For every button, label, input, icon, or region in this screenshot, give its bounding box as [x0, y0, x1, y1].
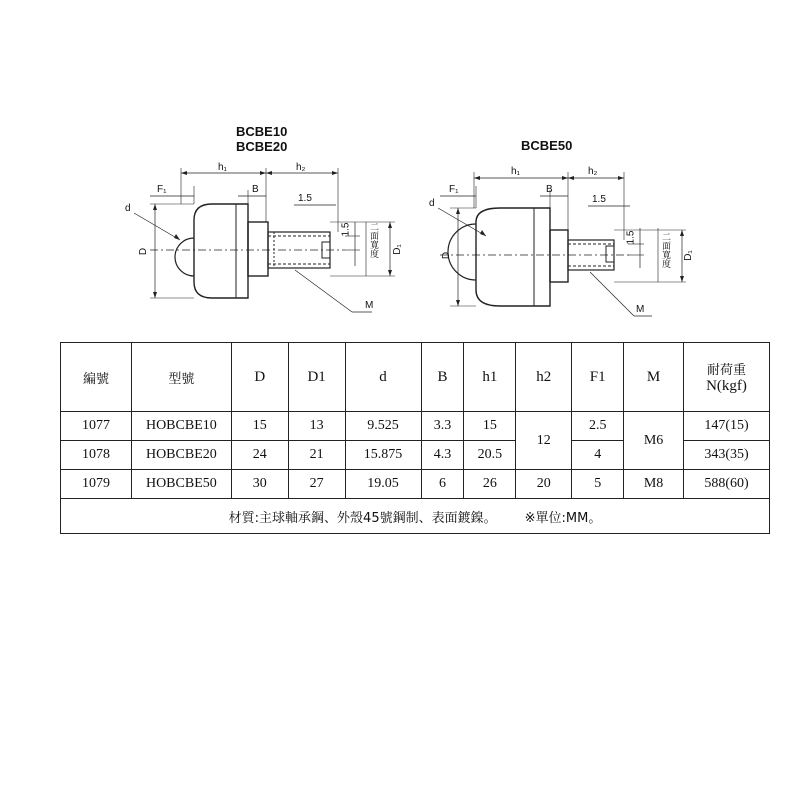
table-header-row	[61, 343, 770, 412]
label-h2: h₂	[296, 162, 306, 173]
label-d-small: d	[429, 198, 435, 209]
table-row	[61, 470, 770, 499]
label-d1: D₁	[682, 250, 694, 261]
note-unit: ※單位:MM。	[524, 510, 602, 526]
label-1-5-horizontal: 1.5	[592, 194, 606, 205]
header-h2: h2	[516, 343, 572, 412]
cell-m-merged: M6	[624, 412, 684, 470]
note-cell	[61, 499, 770, 534]
label-m: M	[365, 300, 374, 311]
label-1-5-vertical: 1.5	[340, 222, 352, 237]
cell-d-outer: 30	[231, 470, 288, 499]
cell-code: 1077	[61, 412, 132, 441]
label-h2: h₂	[588, 166, 598, 177]
cell-h1: 26	[464, 470, 516, 499]
cell-d-outer: 15	[231, 412, 288, 441]
label-two-face-width: 二面寬度	[660, 232, 670, 268]
cell-load: 147(15)	[684, 412, 770, 441]
cell-h2-merged: 12	[516, 412, 572, 470]
cell-m: M8	[624, 470, 684, 499]
spec-table	[60, 342, 770, 534]
cell-h2: 20	[516, 470, 572, 499]
cell-d1: 13	[288, 412, 345, 441]
label-d-large: D	[441, 251, 453, 260]
diagram-bcbe50	[400, 0, 800, 335]
header-b: B	[421, 343, 464, 412]
cell-model: HOBCBE20	[131, 441, 231, 470]
label-d-large: D	[138, 247, 150, 256]
label-h1: h₁	[218, 162, 227, 173]
label-1-5-vertical: 1.5	[625, 230, 637, 245]
table-row	[61, 412, 770, 441]
header-load-unit: N(kgf)	[706, 378, 747, 394]
cell-d-ball: 19.05	[345, 470, 421, 499]
cell-f1: 2.5	[572, 412, 624, 441]
label-d1: D₁	[391, 244, 403, 255]
header-load-label: 耐荷重	[707, 363, 747, 378]
label-d-small: d	[125, 203, 131, 214]
label-h1: h₁	[511, 166, 520, 177]
cell-load: 588(60)	[684, 470, 770, 499]
ball-transfer-drawing-large	[400, 0, 800, 335]
cell-d-ball: 15.875	[345, 441, 421, 470]
label-m: M	[636, 304, 645, 315]
diagram-title-line1: BCBE10	[236, 124, 288, 139]
ball-transfer-drawing-small	[0, 0, 400, 335]
cell-b: 3.3	[421, 412, 464, 441]
cell-d-outer: 24	[231, 441, 288, 470]
label-two-face-width: 二面寬度	[368, 222, 378, 258]
cell-b: 6	[421, 470, 464, 499]
header-h1: h1	[464, 343, 516, 412]
label-1-5-horizontal: 1.5	[298, 193, 312, 204]
label-b: B	[252, 184, 259, 195]
cell-b: 4.3	[421, 441, 464, 470]
cell-h1: 15	[464, 412, 516, 441]
header-load	[684, 343, 770, 412]
cell-load: 343(35)	[684, 441, 770, 470]
cell-d1: 21	[288, 441, 345, 470]
cell-model: HOBCBE50	[131, 470, 231, 499]
label-f1: F₁	[449, 184, 459, 195]
header-m: M	[624, 343, 684, 412]
cell-d-ball: 9.525	[345, 412, 421, 441]
diagram-title-line2: BCBE20	[236, 139, 288, 154]
header-d-outer: D	[231, 343, 288, 412]
header-d-ball: d	[345, 343, 421, 412]
table-note-row	[61, 499, 770, 534]
header-f1: F1	[572, 343, 624, 412]
header-code: 編號	[61, 343, 132, 412]
cell-code: 1078	[61, 441, 132, 470]
header-d1: D1	[288, 343, 345, 412]
note-material: 材質:主球軸承鋼、外殼45號鋼制、表面鍍鎳。	[228, 510, 497, 526]
label-b: B	[546, 184, 553, 195]
cell-model: HOBCBE10	[131, 412, 231, 441]
cell-d1: 27	[288, 470, 345, 499]
cell-code: 1079	[61, 470, 132, 499]
cell-f1: 4	[572, 441, 624, 470]
cell-f1: 5	[572, 470, 624, 499]
cell-h1: 20.5	[464, 441, 516, 470]
header-model: 型號	[131, 343, 231, 412]
diagram-bcbe10-bcbe20	[0, 0, 403, 335]
diagram-title: BCBE50	[521, 138, 573, 153]
label-f1: F₁	[157, 184, 167, 195]
